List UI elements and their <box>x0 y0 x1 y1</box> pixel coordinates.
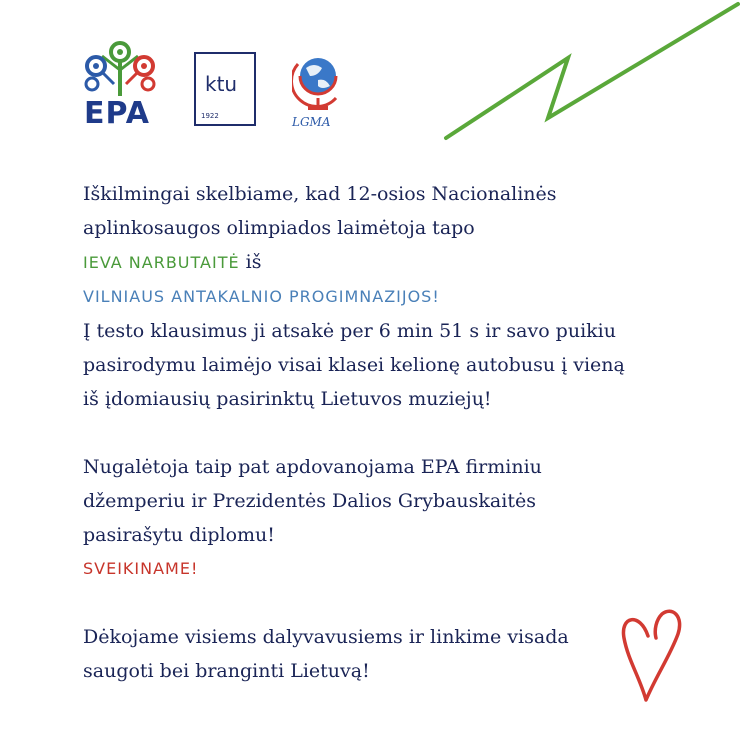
epa-logo-text: EPA <box>84 96 150 131</box>
zigzag-line-decoration <box>440 0 740 145</box>
paragraph-line: iš įdomiausių pasirinktų Lietuvos muziejų! <box>83 388 492 410</box>
partner-logos <box>80 40 380 135</box>
heart-doodle-icon <box>618 600 690 710</box>
ktu-logo-text: ktu <box>205 72 238 96</box>
winner-from: iš <box>239 251 262 273</box>
ktu-logo <box>194 52 256 126</box>
paragraph-line: aplinkosaugos olimpiados laimėtoja tapo <box>83 217 475 239</box>
paragraph-gap <box>83 586 683 620</box>
paragraph-line: Į testo klausimus ji atsakė per 6 min 51 s ir savo puikiu <box>83 320 616 342</box>
paragraph-line: Nugalėtoja taip pat apdovanojama EPA firminiu <box>83 456 542 478</box>
paragraph-line: džemperiu ir Prezidentės Dalios Grybauskaitės <box>83 490 536 512</box>
lgma-logo <box>292 50 352 130</box>
announcement-text <box>83 177 683 688</box>
paragraph-line: saugoti bei branginti Lietuvą! <box>83 660 370 682</box>
paragraph-gap <box>83 416 683 450</box>
paragraph-line: Iškilmingai skelbiame, kad 12-osios Nacionalinės <box>83 183 557 205</box>
ktu-logo-year: 1922 <box>201 112 219 120</box>
winner-name: IEVA NARBUTAITĖ <box>83 253 240 272</box>
lgma-logo-text: LGMA <box>292 115 331 129</box>
paragraph-line: Dėkojame visiems dalyvavusiems ir linkime visada <box>83 626 569 648</box>
epa-tree-icon <box>82 40 158 96</box>
winner-line <box>83 245 683 280</box>
paragraph-line: pasirodymu laimėjo visai klasei kelionę autobusu į vieną <box>83 354 625 376</box>
school-name: VILNIAUS ANTAKALNIO PROGIMNAZIJOS! <box>83 287 440 306</box>
paragraph-line: pasirašytu diplomu! <box>83 524 275 546</box>
globe-icon <box>292 50 344 112</box>
epa-logo <box>80 40 160 130</box>
congratulations-text: SVEIKINAME! <box>83 559 199 578</box>
